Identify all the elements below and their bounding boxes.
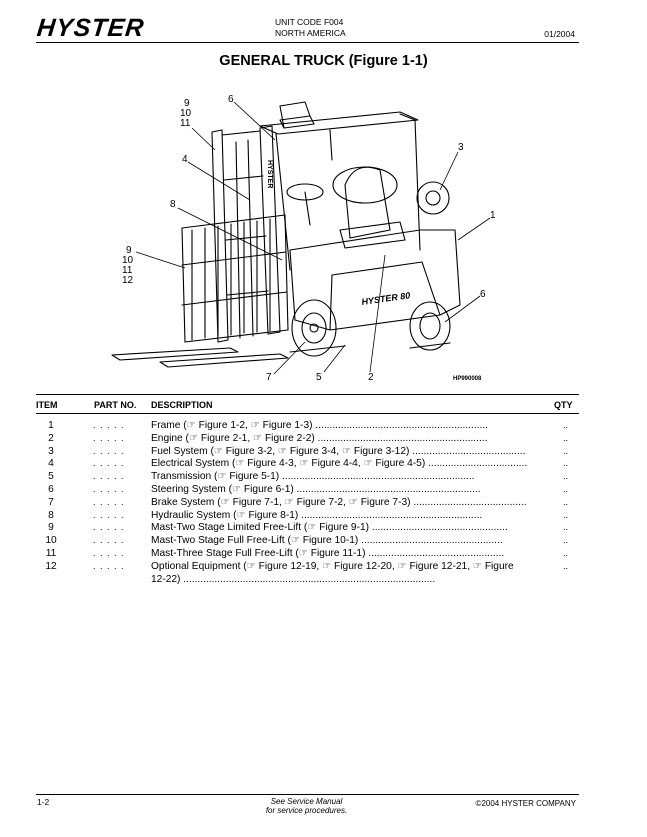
qty: ..: [563, 458, 569, 469]
svg-text:6: 6: [228, 94, 234, 105]
svg-text:3: 3: [458, 142, 464, 153]
guard-grille: [280, 102, 314, 128]
svg-text:10: 10: [122, 255, 134, 266]
figure-code: HP990008: [453, 376, 482, 382]
table-row: [0, 446, 647, 459]
overhead-guard-top: [260, 112, 418, 134]
part-no: . . . . .: [93, 548, 125, 558]
item-number: 3: [48, 445, 54, 457]
svg-text:6: 6: [480, 289, 486, 300]
table-row: [0, 484, 647, 497]
item-number: 2: [48, 432, 54, 444]
svg-text:1: 1: [490, 210, 496, 221]
svg-text:2: 2: [368, 372, 374, 380]
hyster-logo: HYSTER: [35, 14, 146, 42]
footer-rule: [36, 794, 579, 795]
service-note: See Service Manual for service procedures.: [265, 797, 348, 815]
svg-text:4: 4: [182, 154, 188, 165]
table-row: [0, 433, 647, 446]
table-row: [0, 560, 647, 585]
table-row: [0, 510, 647, 523]
forklift-figure: [100, 90, 520, 380]
backrest-rails: [182, 252, 287, 305]
qty: ..: [563, 496, 569, 507]
item-number: 9: [48, 522, 54, 534]
header-rule: [36, 42, 579, 43]
description: Optional Equipment (☞ Figure 12-19, ☞ Figure 12-20, ☞ Figure 12-21, ☞ Figure 12-22) .........................................................................................: [151, 560, 514, 585]
description: Steering System (☞ Figure 6-1) .................................................................: [151, 484, 481, 495]
table-row: [0, 420, 647, 433]
description: Frame (☞ Figure 1-2, ☞ Figure 1-3) .............................................................: [151, 420, 488, 431]
table-row: [0, 548, 647, 561]
description: Electrical System (☞ Figure 4-3, ☞ Figure 4-4, ☞ Figure 4-5) ...................................: [151, 458, 528, 470]
copyright: ©2004 HYSTER COMPANY: [475, 799, 576, 808]
col-header-item: ITEM: [36, 400, 58, 410]
col-header-part-no: PART NO.: [94, 400, 137, 410]
part-no: . . . . .: [93, 432, 125, 443]
lpg-tank: [333, 167, 397, 203]
table-header-rule: [36, 413, 579, 414]
qty: ..: [563, 445, 569, 456]
item-number: 11: [45, 548, 57, 559]
part-no: . . . . .: [93, 535, 125, 546]
unit-code: UNIT CODE F004: [275, 17, 344, 27]
svg-text:11: 11: [122, 265, 133, 276]
qty: ..: [563, 471, 569, 482]
description: Mast-Two Stage Limited Free-Lift (☞ Figure 9-1) ................................................: [151, 522, 508, 534]
steering-column: [305, 192, 310, 225]
table-row: [0, 471, 647, 484]
page-title: GENERAL TRUCK (Figure 1-1): [219, 53, 428, 69]
part-no: . . . . .: [93, 458, 125, 469]
table-row: [0, 522, 647, 535]
part-no: . . . . .: [93, 509, 125, 520]
guard-posts: [276, 114, 420, 270]
unit-code-block: [275, 17, 346, 39]
qty: ..: [563, 548, 569, 558]
table-row: [0, 458, 647, 471]
qty: ..: [563, 432, 569, 443]
qty: ..: [563, 509, 569, 520]
part-no: . . . . .: [93, 484, 125, 494]
svg-text:8: 8: [170, 199, 176, 210]
svg-text:11: 11: [180, 118, 191, 129]
qty: ..: [563, 522, 569, 533]
svg-text:5: 5: [316, 372, 322, 380]
qty: ..: [563, 484, 569, 494]
load-backrest: [182, 215, 288, 342]
part-no: . . . . .: [93, 522, 125, 533]
body-brand-text: HYSTER 80: [360, 290, 411, 307]
item-number: 5: [48, 471, 54, 483]
part-no: . . . . .: [93, 445, 125, 456]
svg-text:10: 10: [180, 108, 192, 119]
svg-text:9: 9: [126, 245, 132, 256]
description: Hydraulic System (☞ Figure 8-1) ................................................................: [151, 509, 483, 521]
description: Engine (☞ Figure 2-1, ☞ Figure 2-2) ............................................................: [151, 432, 488, 444]
mast-brand-text: HYSTER: [266, 160, 273, 189]
part-no: . . . . .: [93, 420, 125, 430]
ground-lines: [290, 343, 450, 352]
item-number: 1: [48, 420, 54, 431]
part-no: . . . . .: [93, 560, 125, 571]
fuel-tank-cap: [417, 182, 449, 214]
item-number: 10: [45, 535, 57, 547]
table-top-rule: [36, 394, 579, 395]
rear-wheel: [410, 302, 450, 350]
description: Transmission (☞ Figure 5-1) ....................................................................: [151, 471, 475, 483]
description: Fuel System (☞ Figure 3-2, ☞ Figure 3-4, ☞ Figure 3-12) ........................................: [151, 445, 526, 457]
table-row: [0, 535, 647, 548]
description: Mast-Two Stage Full Free-Lift (☞ Figure 10-1) ..................................................: [151, 535, 503, 547]
description: Mast-Three Stage Full Free-Lift (☞ Figure 11-1) ................................................: [151, 548, 505, 559]
item-number: 7: [48, 496, 54, 508]
mast-left: [212, 130, 228, 342]
qty: ..: [563, 420, 569, 430]
col-header-description: DESCRIPTION: [151, 400, 213, 410]
svg-text:9: 9: [184, 98, 190, 109]
table-row: [0, 497, 647, 510]
svg-text:7: 7: [266, 372, 272, 380]
item-number: 12: [45, 560, 57, 572]
issue-date: 01/2004: [544, 29, 575, 39]
qty: ..: [563, 535, 569, 546]
item-number: 6: [48, 484, 54, 495]
page-number: 1-2: [37, 797, 50, 807]
description: Brake System (☞ Figure 7-1, ☞ Figure 7-2, ☞ Figure 7-3) ........................................: [151, 496, 527, 508]
part-no: . . . . .: [93, 496, 125, 507]
region: NORTH AMERICA: [275, 28, 346, 38]
item-number: 4: [48, 458, 54, 470]
svg-text:12: 12: [122, 275, 134, 286]
col-header-qty: QTY: [554, 400, 573, 410]
item-number: 8: [48, 509, 54, 521]
part-no: . . . . .: [93, 471, 125, 482]
qty: ..: [563, 560, 569, 571]
